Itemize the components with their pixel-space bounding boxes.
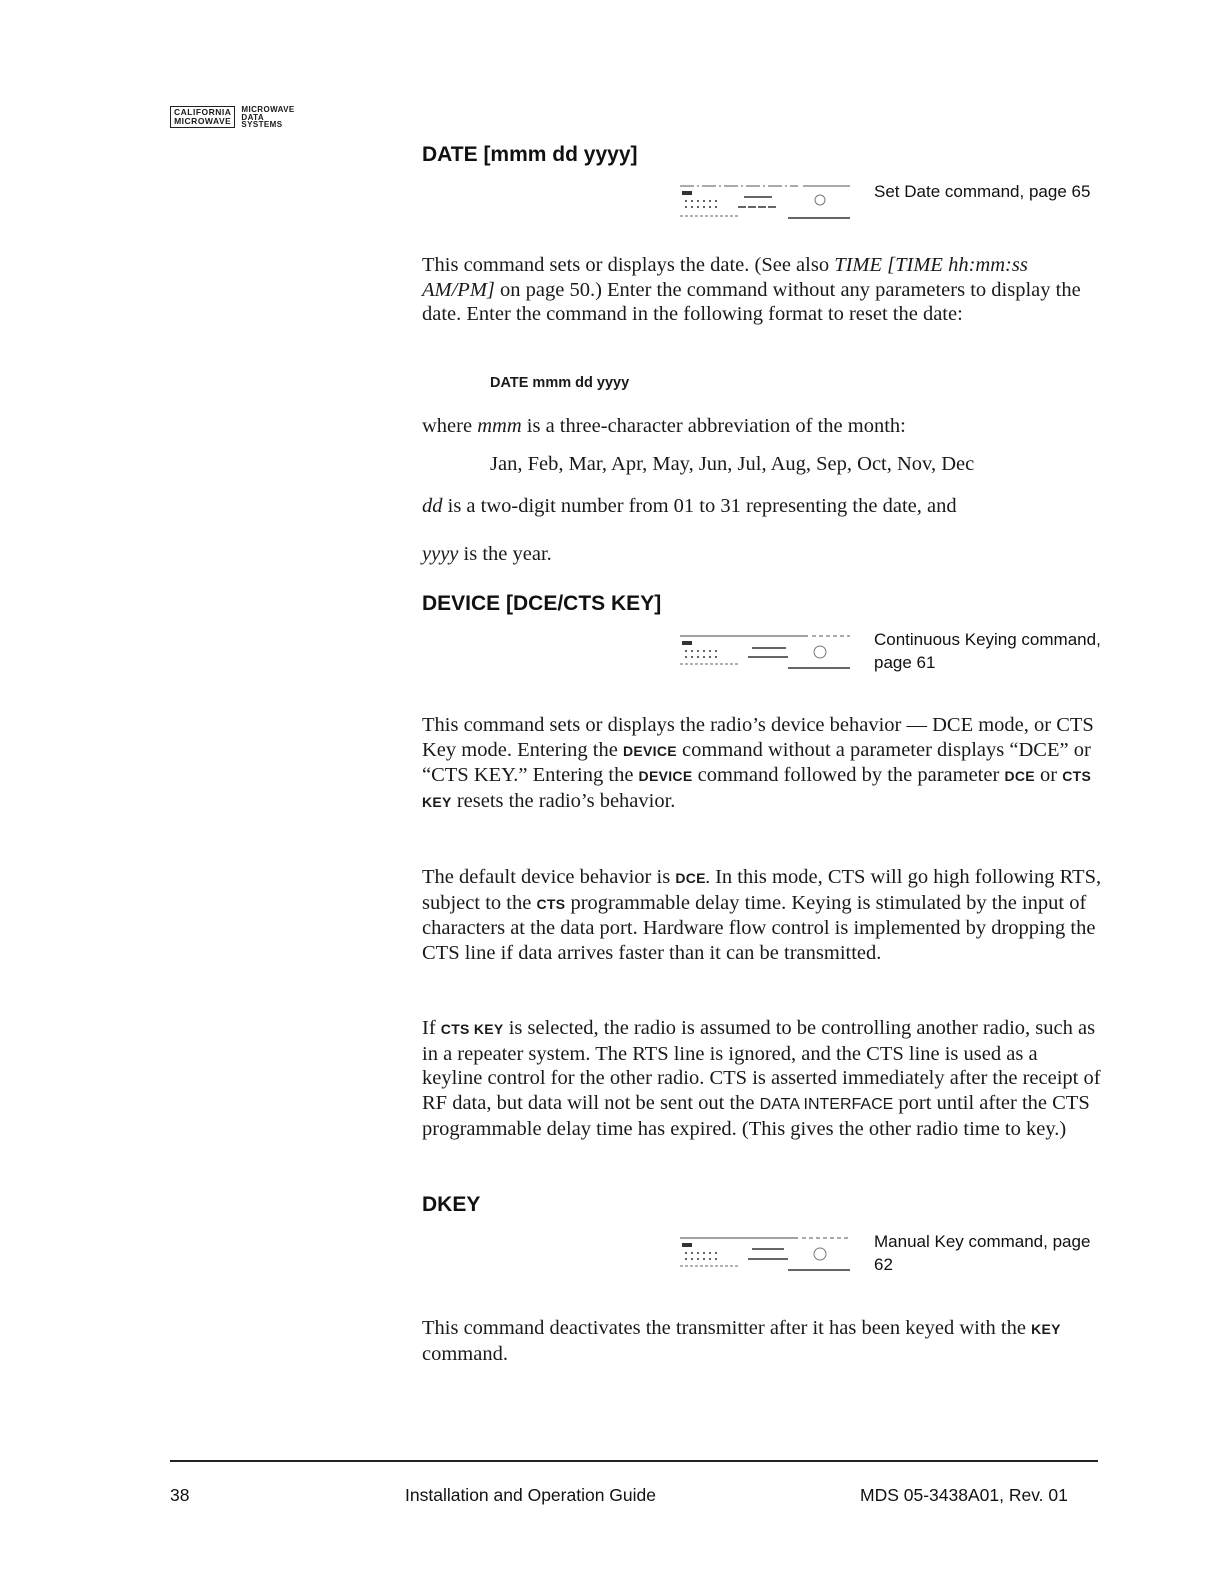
dkey-description: This command deactivates the transmitter after it has been keyed with the KEY command. [422,1317,1061,1365]
company-logo [170,106,295,129]
dkey-heading: DKEY [422,1193,481,1216]
cts-key-mode-description: If CTS KEY is selected, the radio is assumed to be controlling another radio, such as in a repeater system. The RTS line is ignored, and the CTS line is used as a keyline control for the other radio. CTS is asserted immediately after the receipt of RF data, but data will not be sent out the DATA INTERFACE port until after the CTS programmable delay time has expired. (This gives the other radio time to key.) [422,1017,1101,1140]
month-param-description: where mmm is a three-character abbreviation of the month: [422,415,906,437]
year-param-description: yyyy is the year. [422,543,552,565]
cross-reference: TIME [TIME hh:mm:ss AM/PM] [422,254,1028,301]
day-param-description: dd is a two-digit number from 01 to 31 representing the date, and [422,495,957,517]
dce-mode-description: The default device behavior is DCE. In this mode, CTS will go high following RTS, subject to the CTS programmable delay time. Keying is stimulated by the input of characters at the data port. Hardware flow control is implemented by dropping the CTS line if data arrives faster than it can be transmitted. [422,866,1102,964]
page-number: 38 [170,1485,190,1505]
footer-rule [170,1460,1098,1462]
radio-front-panel-icon [678,1230,852,1272]
month-list: Jan, Feb, Mar, Apr, May, Jun, Jul, Aug, Sep, Oct, Nov, Dec [490,453,975,475]
footer-title: Installation and Operation Guide [405,1485,656,1505]
date-command-syntax: DATE mmm dd yyyy [490,375,630,391]
date-side-note: Set Date command, page 65 [678,180,1104,222]
device-side-note: Continuous Keying command, page 61 [678,628,1104,674]
logo-box: CALIFORNIA MICROWAVE [170,106,235,128]
date-description: This command sets or displays the date. (See also TIME [TIME hh:mm:ss AM/PM] on page 50.) Enter the command without any parameters to display the date. Enter the command in the following format to reset the date: [422,254,1081,325]
device-heading: DEVICE [DCE/CTS KEY] [422,592,662,615]
radio-front-panel-icon [678,628,852,670]
document-number: MDS 05-3438A01, Rev. 01 [860,1485,1068,1505]
logo-wordmark: MICROWAVE DATA SYSTEMS [241,105,295,129]
device-description: This command sets or displays the radio’s device behavior — DCE mode, or CTS Key mode. Entering the DEVICE command without a parameter displays “DCE” or “CTS KEY.” Entering the DEVICE command followed by the parameter DCE or CTS KEY resets the radio’s behavior. [422,714,1094,812]
dkey-side-note: Manual Key command, page 62 [678,1230,1104,1276]
date-heading: DATE [mmm dd yyyy] [422,143,638,166]
radio-front-panel-icon [678,180,852,222]
